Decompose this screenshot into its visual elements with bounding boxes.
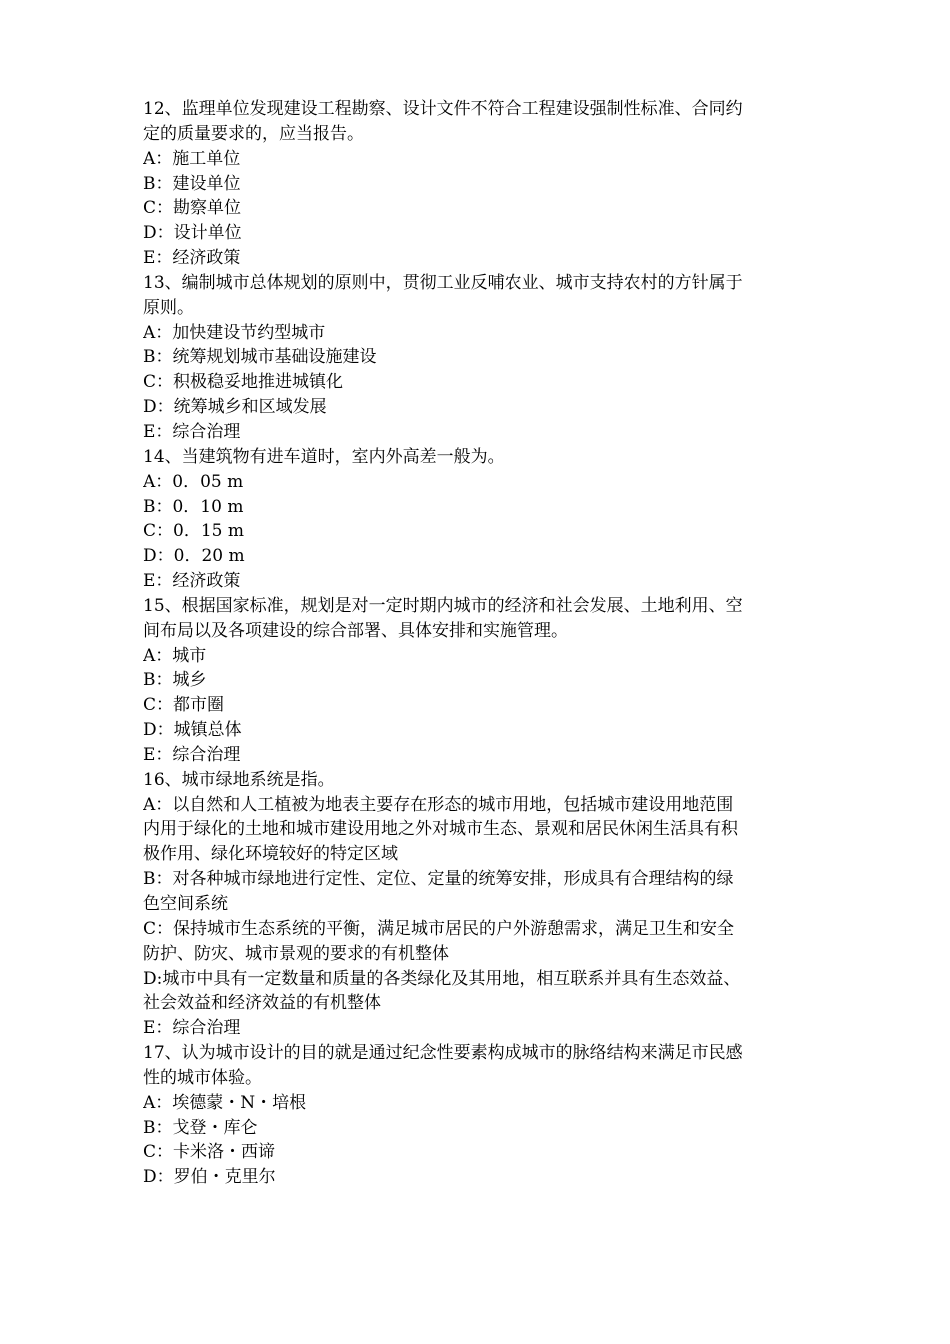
question-stem: 12、监理单位发现建设工程勘察、设计文件不符合工程建设强制性标准、合同约 (143, 99, 743, 119)
option-b: B：建设单位 (143, 173, 241, 194)
question-stem: 14、当建筑物有进车道时，室内外高差一般为。 (143, 446, 505, 467)
option-d: D:城市中具有一定数量和质量的各类绿化及其用地，相互联系并具有生态效益、 (143, 968, 741, 989)
question-stem: 13、编制城市总体规划的原则中，贯彻工业反哺农业、城市支持农村的方针属于 (143, 272, 743, 293)
option-d: D：罗伯・克里尔 (143, 1167, 276, 1188)
option-b: B：对各种城市绿地进行定性、定位、定量的统筹安排，形成具有合理结构的绿 (143, 869, 734, 890)
option-e: E：经济政策 (143, 571, 241, 592)
option-a: A：加快建设节约型城市 (143, 322, 326, 343)
document-page (143, 97, 811, 1190)
option-a: A：施工单位 (143, 148, 241, 169)
option-b: B：0．10 m (143, 496, 244, 517)
question-stem: 间布局以及各项建设的综合部署、具体安排和实施管理。 (143, 620, 568, 641)
option-a: A：城市 (143, 645, 207, 666)
question-13 (143, 271, 811, 445)
option-c: C：积极稳妥地推进城镇化 (143, 372, 344, 393)
option-a-cont: 内用于绿化的土地和城市建设用地之外对城市生态、景观和居民休闲生活具有积 (143, 819, 738, 840)
option-e: E：综合治理 (143, 744, 241, 765)
question-15 (143, 594, 811, 768)
option-e: E：经济政策 (143, 248, 241, 269)
question-stem: 15、根据国家标准，规划是对一定时期内城市的经济和社会发展、土地利用、空 (143, 595, 743, 616)
question-stem: 定的质量要求的，应当报告。 (143, 123, 364, 144)
question-12 (143, 97, 811, 271)
option-e: E：综合治理 (143, 1018, 241, 1039)
option-b: B：统筹规划城市基础设施建设 (143, 347, 377, 368)
option-c: C：卡米洛・西谛 (143, 1142, 276, 1163)
option-d-cont: 社会效益和经济效益的有机整体 (143, 993, 381, 1014)
question-stem: 16、城市绿地系统是指。 (143, 769, 335, 790)
question-14 (143, 445, 811, 594)
option-d: D：城镇总体 (143, 720, 242, 741)
option-b: B：戈登・库仑 (143, 1117, 258, 1138)
option-b-cont: 色空间系统 (143, 894, 228, 914)
option-a: A：埃德蒙・N・培根 (143, 1092, 307, 1113)
option-c: C：都市圈 (143, 695, 225, 716)
question-stem: 原则。 (143, 297, 194, 318)
option-a-cont: 极作用、绿化环境较好的特定区域 (143, 844, 398, 865)
question-17 (143, 1041, 811, 1190)
option-e: E：综合治理 (143, 421, 241, 442)
question-stem: 17、认为城市设计的目的就是通过纪念性要素构成城市的脉络结构来满足市民感 (143, 1043, 743, 1064)
option-b: B：城乡 (143, 670, 207, 691)
option-a: A：以自然和人工植被为地表主要存在形态的城市用地，包括城市建设用地范围 (143, 794, 734, 815)
option-c: C：勘察单位 (143, 198, 242, 219)
option-a: A：0．05 m (143, 471, 244, 492)
option-d: D：统筹城乡和区域发展 (143, 397, 327, 418)
option-d: D：设计单位 (143, 223, 242, 244)
option-c-cont: 防护、防灾、城市景观的要求的有机整体 (143, 943, 449, 964)
question-16 (143, 768, 811, 1041)
option-d: D：0．20 m (143, 546, 245, 567)
option-c: C：0．15 m (143, 521, 244, 542)
option-c: C：保持城市生态系统的平衡，满足城市居民的户外游憩需求，满足卫生和安全 (143, 918, 735, 939)
question-stem: 性的城市体验。 (143, 1067, 262, 1088)
